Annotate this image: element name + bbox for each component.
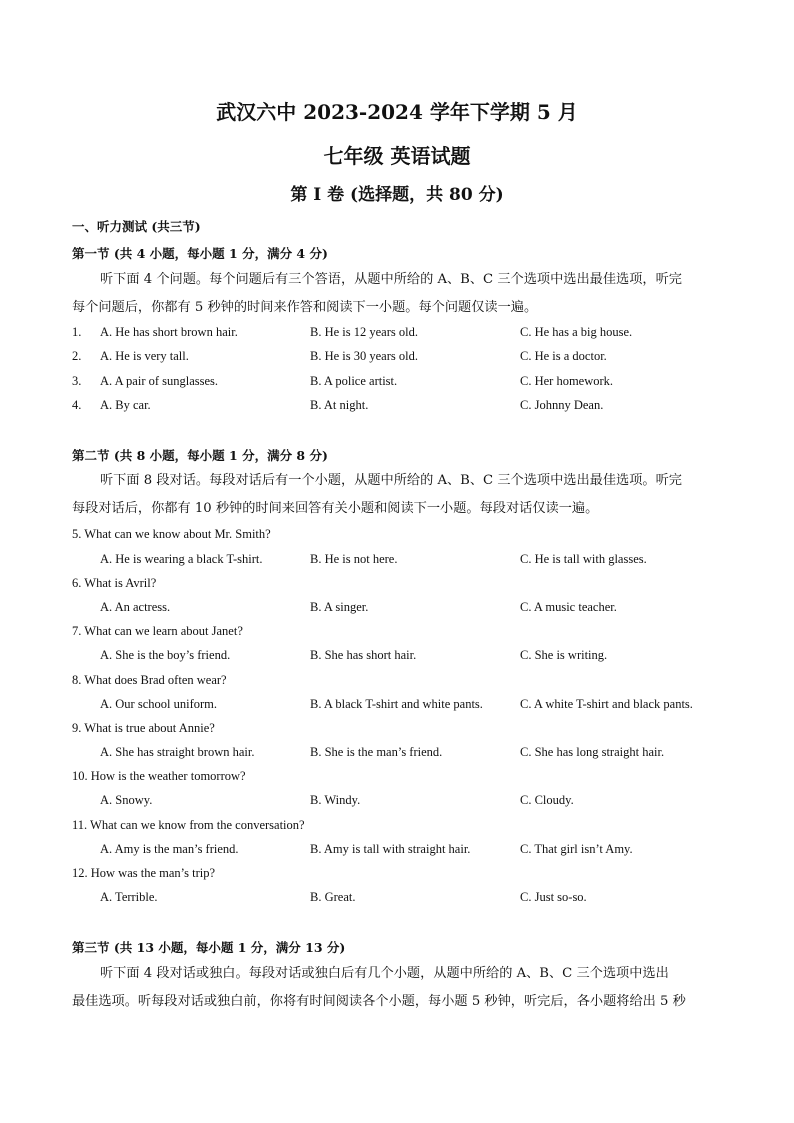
- option-a: A. By car.: [100, 398, 151, 412]
- option-b: B. A police artist.: [310, 374, 398, 388]
- section2-instructions-line2: 每段对话后，你都有 10 秒钟的时间来回答有关小题和阅读下一小题。每段对话仅读一遍。: [72, 501, 599, 516]
- volume-heading: 第 I 卷 (选择题，共 80 分): [290, 185, 504, 205]
- option-b: B. Amy is tall with straight hair.: [310, 842, 471, 856]
- section3-instructions-line1: 听下面 4 段对话或独白。每段对话或独白后有几个小题，从题中所给的 A、B、C 三个选项中选出: [100, 966, 669, 981]
- section1-instructions: [72, 266, 724, 322]
- option-c: C. Johnny Dean.: [520, 398, 604, 412]
- option-c: C. A music teacher.: [520, 600, 617, 614]
- section3-heading: 第三节 (共 13 小题，每小题 1 分，满分 13 分): [72, 940, 346, 955]
- option-c: C. He is tall with glasses.: [520, 552, 647, 566]
- part-heading: 一、听力测试 (共三节): [72, 219, 201, 234]
- option-b: B. He is not here.: [310, 552, 398, 566]
- option-c: C. She is writing.: [520, 648, 608, 662]
- question-text: 8. What does Brad often wear?: [72, 673, 227, 687]
- option-a: A. She has straight brown hair.: [100, 745, 255, 759]
- option-a: A. She is the boy’s friend.: [100, 648, 231, 662]
- option-b: B. He is 12 years old.: [310, 325, 418, 339]
- section3-instructions-line2: 最佳选项。听每段对话或独白前，你将有时间阅读各个小题，每小题 5 秒钟，听完后，各小题将给出 5 秒: [72, 994, 686, 1009]
- option-a: A. An actress.: [100, 600, 171, 614]
- option-c: C. Just so-so.: [520, 890, 587, 904]
- question-text: 9. What is true about Annie?: [72, 721, 215, 735]
- option-b: B. Great.: [310, 890, 356, 904]
- option-c: C. She has long straight hair.: [520, 745, 665, 759]
- question-text: 12. How was the man’s trip?: [72, 866, 216, 880]
- option-a: A. Amy is the man’s friend.: [100, 842, 239, 856]
- option-c: C. Her homework.: [520, 374, 614, 388]
- exam-title: 武汉六中 2023-2024 学年下学期 5 月: [216, 100, 578, 124]
- section3-instructions: [72, 960, 724, 1016]
- option-c: C. That girl isn’t Amy.: [520, 842, 633, 856]
- option-c: C. A white T-shirt and black pants.: [520, 697, 693, 711]
- question-number: 4.: [72, 398, 82, 412]
- question-number: 3.: [72, 374, 82, 388]
- question-number: 1.: [72, 325, 82, 339]
- option-c: C. Cloudy.: [520, 793, 574, 807]
- section1-instructions-line2: 每个问题后，你都有 5 秒钟的时间来作答和阅读下一小题。每个问题仅读一遍。: [72, 300, 538, 315]
- option-b: B. A singer.: [310, 600, 369, 614]
- option-c: C. He is a doctor.: [520, 349, 607, 363]
- section1-heading: 第一节 (共 4 小题，每小题 1 分，满分 4 分): [72, 246, 328, 261]
- option-b: B. A black T-shirt and white pants.: [310, 697, 483, 711]
- option-b: B. He is 30 years old.: [310, 349, 418, 363]
- question-text: 11. What can we know from the conversation?: [72, 818, 305, 832]
- option-a: A. He is wearing a black T-shirt.: [100, 552, 263, 566]
- option-a: A. A pair of sunglasses.: [100, 374, 219, 388]
- section2-heading: 第二节 (共 8 小题，每小题 1 分，满分 8 分): [72, 448, 328, 463]
- section2-instructions: [72, 467, 724, 523]
- option-a: A. Terrible.: [100, 890, 158, 904]
- option-c: C. He has a big house.: [520, 325, 633, 339]
- option-a: A. Snowy.: [100, 793, 153, 807]
- option-a: A. He is very tall.: [100, 349, 189, 363]
- exam-subtitle: 七年级 英语试题: [323, 144, 471, 168]
- option-b: B. Windy.: [310, 793, 361, 807]
- option-a: A. He has short brown hair.: [100, 325, 238, 339]
- question-text: 10. How is the weather tomorrow?: [72, 769, 246, 783]
- question-number: 2.: [72, 349, 82, 363]
- section1-instructions-line1: 听下面 4 个问题。每个问题后有三个答语，从题中所给的 A、B、C 三个选项中选出最佳选项，听完: [100, 272, 682, 287]
- section2-instructions-line1: 听下面 8 段对话。每段对话后有一个小题，从题中所给的 A、B、C 三个选项中选出最佳选项。听完: [100, 473, 682, 488]
- option-b: B. She has short hair.: [310, 648, 417, 662]
- question-text: 7. What can we learn about Janet?: [72, 624, 243, 638]
- question-text: 5. What can we know about Mr. Smith?: [72, 527, 271, 541]
- question-text: 6. What is Avril?: [72, 576, 157, 590]
- option-b: B. She is the man’s friend.: [310, 745, 443, 759]
- option-b: B. At night.: [310, 398, 369, 412]
- option-a: A. Our school uniform.: [100, 697, 217, 711]
